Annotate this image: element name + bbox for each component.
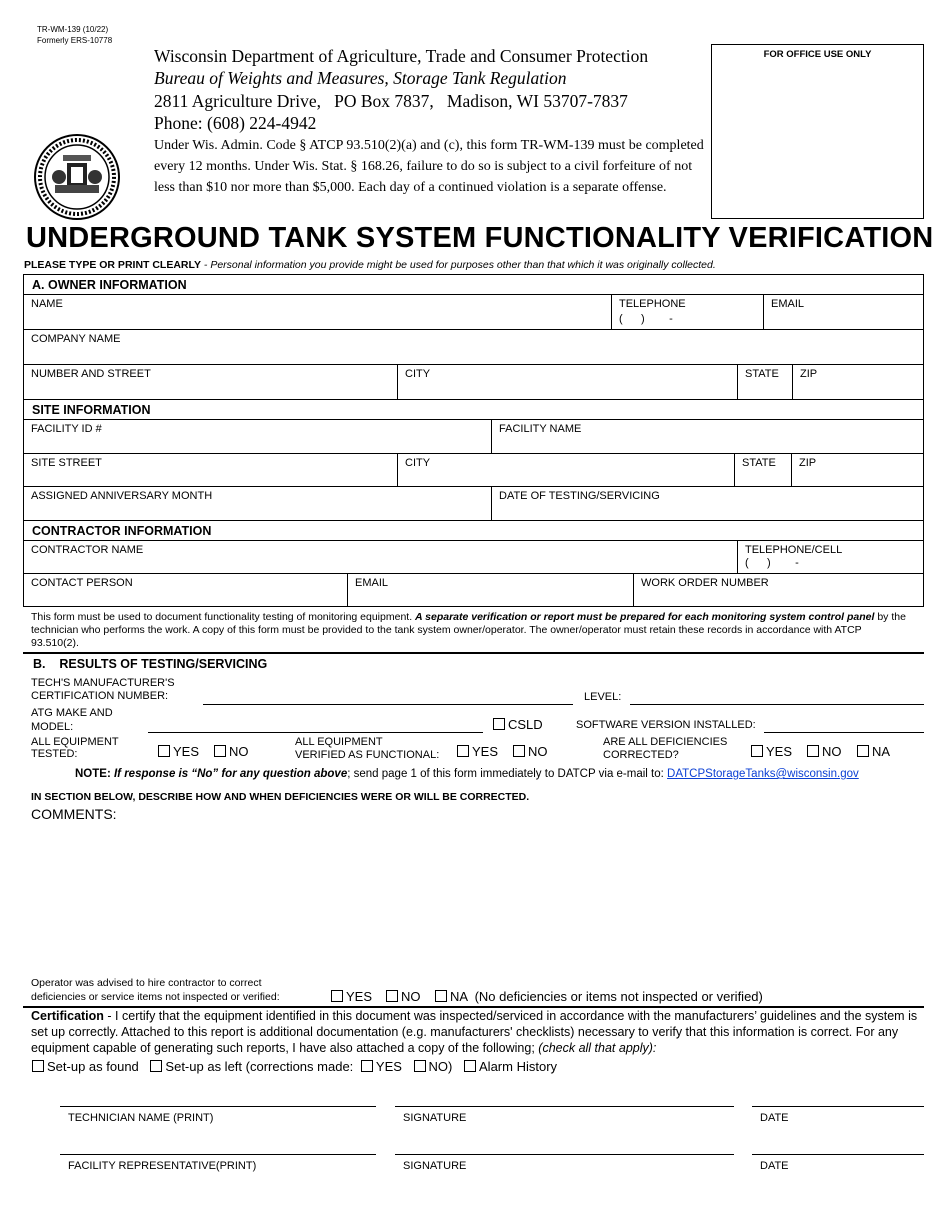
contact-person-label: CONTACT PERSON <box>31 577 133 589</box>
eq-func-yes-checkbox[interactable] <box>457 745 469 757</box>
csld-label: CSLD <box>508 717 543 732</box>
please-italic: - Personal information you provide might be used for purposes other than that which it was originally collected. <box>200 259 716 271</box>
software-input[interactable] <box>764 721 924 733</box>
state-seal-icon <box>33 133 121 221</box>
owner-name-field[interactable] <box>24 295 611 329</box>
facility-date-line[interactable] <box>752 1154 924 1155</box>
contractor-telephone-label: TELEPHONE/CELL <box>745 544 843 556</box>
corrections-yes-option[interactable] <box>361 1059 402 1074</box>
eq-func-no-label: NO <box>528 744 548 759</box>
alarm-history-label: Alarm History <box>479 1059 558 1074</box>
contractor-name-field[interactable] <box>24 541 737 573</box>
site-street-field[interactable] <box>24 454 397 486</box>
usage-text-1: This form must be used to document functionality testing of monitoring equipment. <box>31 611 416 623</box>
facility-id-label: FACILITY ID # <box>31 423 102 435</box>
atg-label-1: ATG MAKE AND <box>31 707 113 719</box>
tech-name-label: TECHNICIAN NAME (PRINT) <box>68 1112 214 1124</box>
tech-date-line[interactable] <box>752 1106 924 1107</box>
site-state-field[interactable] <box>734 454 791 486</box>
corrected-na-label: NA <box>872 744 891 759</box>
site-zip-field[interactable] <box>791 454 923 486</box>
corrected-yes-checkbox[interactable] <box>751 745 763 757</box>
alarm-history-option[interactable] <box>464 1059 557 1074</box>
tech-name-line[interactable] <box>60 1106 376 1107</box>
advised-yes-label: YES <box>346 989 373 1004</box>
date-testing-label: DATE OF TESTING/SERVICING <box>499 490 660 502</box>
form-title: UNDERGROUND TANK SYSTEM FUNCTIONALITY VERIFICATION <box>26 222 934 254</box>
owner-city-label: CITY <box>405 368 431 380</box>
contractor-telephone-field[interactable] <box>737 541 923 573</box>
please-type-note <box>24 259 716 271</box>
owner-zip-label: ZIP <box>800 368 818 380</box>
certification-italic: (check all that apply): <box>538 1041 657 1055</box>
corrections-no-checkbox[interactable] <box>414 1060 426 1072</box>
note-line <box>75 768 859 780</box>
eq-func-label-2: VERIFIED AS FUNCTIONAL: <box>295 749 440 761</box>
owner-email-field[interactable] <box>763 295 923 329</box>
owner-heading: A. OWNER INFORMATION <box>32 278 187 292</box>
anniversary-month-label: ASSIGNED ANNIVERSARY MONTH <box>31 490 213 502</box>
facility-id-field[interactable] <box>24 420 491 453</box>
setup-found-option[interactable] <box>32 1059 139 1074</box>
facility-date-label: DATE <box>760 1160 789 1172</box>
setup-left-label: Set-up as left (corrections made: <box>165 1059 354 1074</box>
facility-signature-line[interactable] <box>395 1154 734 1155</box>
corrections-no-option[interactable] <box>414 1059 453 1074</box>
advised-no-checkbox[interactable] <box>386 990 398 1002</box>
corrected-no-label: NO <box>822 744 842 759</box>
company-name-label: COMPANY NAME <box>31 333 121 345</box>
corrected-na-checkbox[interactable] <box>857 745 869 757</box>
setup-found-checkbox[interactable] <box>32 1060 44 1072</box>
atg-label-2: MODEL: <box>31 721 74 733</box>
please-bold: PLEASE TYPE OR PRINT CLEARLY <box>24 259 201 271</box>
agency-name: Wisconsin Department of Agriculture, Trade and Consumer Protection <box>154 46 649 66</box>
contractor-email-label: EMAIL <box>355 577 389 589</box>
agency-phone: Phone: (608) 224-4942 <box>154 113 317 133</box>
alarm-history-checkbox[interactable] <box>464 1060 476 1072</box>
owner-zip-field[interactable] <box>792 365 923 399</box>
level-input[interactable] <box>630 693 924 705</box>
site-street-label: SITE STREET <box>31 457 102 469</box>
setup-found-label: Set-up as found <box>47 1059 139 1074</box>
owner-site-contractor-grid <box>23 274 924 607</box>
owner-street-label: NUMBER AND STREET <box>31 368 151 380</box>
eq-tested-yes-checkbox[interactable] <box>158 745 170 757</box>
company-name-field[interactable] <box>24 330 923 364</box>
attachments-row <box>32 1059 557 1074</box>
note-rest: ; send page 1 of this form immediately to DATCP via e-mail to: <box>347 768 668 780</box>
corrections-yes-checkbox[interactable] <box>361 1060 373 1072</box>
certification-paragraph <box>31 1008 919 1056</box>
owner-phone-mask: ( ) - <box>619 313 673 325</box>
tech-cert-label-2: CERTIFICATION NUMBER: <box>31 690 169 702</box>
csld-checkbox[interactable] <box>493 718 505 730</box>
describe-heading: IN SECTION BELOW, DESCRIBE HOW AND WHEN DEFICIENCIES WERE OR WILL BE CORRECTED. <box>31 791 530 803</box>
site-zip-label: ZIP <box>799 457 817 469</box>
tech-signature-label: SIGNATURE <box>403 1112 467 1124</box>
contractor-name-label: CONTRACTOR NAME <box>31 544 144 556</box>
advised-yes-checkbox[interactable] <box>331 990 343 1002</box>
form-number: TR-WM-139 (10/22) <box>37 25 109 34</box>
work-order-field[interactable] <box>633 574 923 606</box>
corrections-yes-label: YES <box>375 1059 402 1074</box>
advised-no-label: NO <box>401 989 421 1004</box>
comments-area[interactable] <box>31 825 921 975</box>
csld-option[interactable] <box>493 717 543 732</box>
contractor-email-field[interactable] <box>347 574 633 606</box>
facility-signature-label: SIGNATURE <box>403 1160 467 1172</box>
note-italic: If response is “No” for any question above <box>113 768 348 780</box>
tech-cert-input[interactable] <box>203 693 573 705</box>
datcp-email-link[interactable]: DATCPStorageTanks@wisconsin.gov <box>667 768 859 780</box>
setup-left-option[interactable] <box>150 1059 353 1074</box>
eq-tested-yes[interactable] <box>158 744 199 759</box>
eq-tested-no[interactable] <box>214 744 249 759</box>
facility-rep-label: FACILITY REPRESENTATIVE(PRINT) <box>68 1160 257 1172</box>
eq-tested-no-checkbox[interactable] <box>214 745 226 757</box>
certification-bold: Certification <box>31 1009 104 1023</box>
corrected-no[interactable] <box>807 744 842 759</box>
tech-cert-label-1: TECH'S MANUFACTURER'S <box>31 677 175 689</box>
anniversary-month-field[interactable] <box>24 487 491 520</box>
usage-text-bold: A separate verification or report must be prepared for each monitoring system control panel <box>415 611 875 623</box>
corrected-na[interactable] <box>857 744 890 759</box>
advised-na-label: NA (No deficiencies or items not inspected or verified) <box>450 989 763 1004</box>
eq-tested-no-label: NO <box>229 744 249 759</box>
owner-email-label: EMAIL <box>771 298 805 310</box>
site-heading: SITE INFORMATION <box>32 403 151 417</box>
advised-label-2: deficiencies or service items not inspected or verified: <box>31 991 280 1003</box>
date-testing-field[interactable] <box>491 487 923 520</box>
tech-signature-line[interactable] <box>395 1106 734 1107</box>
eq-func-yes[interactable] <box>457 744 498 759</box>
note-bold: NOTE: <box>75 768 114 780</box>
usage-paragraph <box>31 611 911 650</box>
office-use-label: FOR OFFICE USE ONLY <box>763 49 872 60</box>
owner-telephone-field[interactable] <box>611 295 763 329</box>
usage-text-3: by the technician who performs the work. A copy of this form must be provided to the tank system owner/operator. The owner/operator must retain these records in accordance with ATCP 93.510(2). <box>31 611 906 649</box>
agency-address: 2811 Agriculture Drive, PO Box 7837, Madison, WI 53707-7837 <box>154 91 628 111</box>
office-use-box <box>711 44 924 219</box>
corrected-yes[interactable] <box>751 744 792 759</box>
setup-left-checkbox[interactable] <box>150 1060 162 1072</box>
eq-func-no-checkbox[interactable] <box>513 745 525 757</box>
corrected-label-2: CORRECTED? <box>603 749 679 761</box>
contact-person-field[interactable] <box>24 574 347 606</box>
section-divider <box>23 652 924 654</box>
owner-state-field[interactable] <box>737 365 792 399</box>
eq-tested-yes-label: YES <box>173 744 200 759</box>
contractor-heading: CONTRACTOR INFORMATION <box>32 524 212 538</box>
advised-yes[interactable] <box>331 989 372 1004</box>
form-formerly: Formerly ERS-10778 <box>37 36 113 45</box>
eq-func-label-1: ALL EQUIPMENT <box>295 736 383 748</box>
certification-text: - I certify that the equipment identified in this document was inspected/serviced in accordance with the manufacturers’ guidelines and the system is set up correctly. Attached to this report is additional documentation (e.g. manufacturers' checklists) necessary to verify that this information is correct. For any equipment capable of generating such reports, I have also attached a copy of the following; <box>31 1009 918 1055</box>
advised-label-1: Operator was advised to hire contractor to correct <box>31 977 262 989</box>
corrections-no-label: NO) <box>428 1059 453 1074</box>
facility-name-field[interactable] <box>491 420 923 453</box>
owner-state-label: STATE <box>745 368 779 380</box>
contractor-phone-mask: ( ) - <box>745 557 799 569</box>
facility-name-label: FACILITY NAME <box>499 423 582 435</box>
site-city-label: CITY <box>405 457 431 469</box>
corrected-label-1: ARE ALL DEFICIENCIES <box>603 736 728 748</box>
tech-date-label: DATE <box>760 1112 789 1124</box>
work-order-label: WORK ORDER NUMBER <box>641 577 769 589</box>
legal-notice: Under Wis. Admin. Code § ATCP 93.510(2)(a) and (c), this form TR-WM-139 must be completed every 12 months. Under Wis. Stat. § 168.26, failure to do so is subject to a civil forfeiture of not less than $10 nor more than $5,000. Each day of a continued violation is a separate offense. <box>154 138 704 195</box>
advised-no[interactable] <box>386 989 421 1004</box>
atg-model-input[interactable] <box>148 721 483 733</box>
advised-na[interactable] <box>435 989 763 1004</box>
corrected-no-checkbox[interactable] <box>807 745 819 757</box>
comments-label: COMMENTS: <box>31 806 117 822</box>
eq-func-yes-label: YES <box>472 744 499 759</box>
software-label: SOFTWARE VERSION INSTALLED: <box>576 719 756 731</box>
site-city-field[interactable] <box>397 454 734 486</box>
owner-telephone-label: TELEPHONE <box>619 298 686 310</box>
owner-city-field[interactable] <box>397 365 737 399</box>
results-heading: B. RESULTS OF TESTING/SERVICING <box>33 657 268 671</box>
facility-rep-line[interactable] <box>60 1154 376 1155</box>
owner-street-field[interactable] <box>24 365 397 399</box>
corrected-yes-label: YES <box>766 744 793 759</box>
eq-tested-label-2: TESTED: <box>31 748 78 760</box>
eq-func-no[interactable] <box>513 744 548 759</box>
bureau-name: Bureau of Weights and Measures, Storage Tank Regulation <box>154 68 567 88</box>
site-state-label: STATE <box>742 457 776 469</box>
eq-tested-label-1: ALL EQUIPMENT <box>31 736 119 748</box>
advised-na-checkbox[interactable] <box>435 990 447 1002</box>
level-label: LEVEL: <box>584 691 622 703</box>
owner-name-label: NAME <box>31 298 63 310</box>
